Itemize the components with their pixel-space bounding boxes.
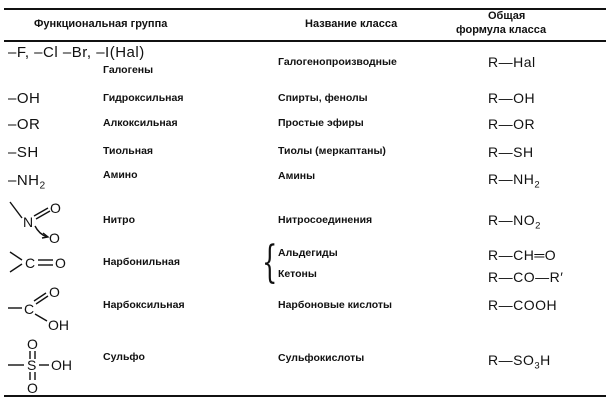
sulfo-group-structure: [6, 337, 86, 395]
general-formula: R—COOH: [488, 297, 558, 313]
functional-group-formula: –F, –Cl –Br, –I(Hal): [8, 44, 145, 61]
bond-line: [10, 202, 22, 218]
atom-label: O: [55, 255, 66, 271]
class-name: Простые эфиры: [278, 117, 364, 129]
formula-main: R—NO: [488, 212, 536, 228]
formula-subscript: 2: [535, 220, 541, 232]
functional-group-formula: [8, 172, 46, 192]
general-formula: R—Hal: [488, 54, 536, 70]
class-name: Нитросоединения: [278, 214, 373, 226]
header-group: Функциональная группа: [34, 18, 168, 30]
atom-label: OH: [51, 357, 72, 373]
bond-line: [36, 211, 50, 219]
atom-label: O: [27, 380, 38, 396]
header-formula-line1: Общая: [488, 10, 526, 22]
class-name: Сульфокислоты: [278, 352, 365, 364]
class-name: Кетоны: [278, 268, 317, 280]
general-formula: [488, 212, 541, 232]
general-formula: [488, 171, 541, 191]
carbonyl-group-structure: [6, 246, 76, 280]
group-name: Нарбоксильная: [103, 299, 185, 311]
functional-group-formula: –SH: [8, 144, 39, 161]
nitro-group-structure: [6, 198, 76, 246]
formula-end: H: [540, 352, 551, 368]
atom-label: OH: [48, 317, 69, 333]
general-formula: R—OR: [488, 116, 536, 132]
atom-label: N: [23, 214, 34, 230]
atom-label: O: [27, 336, 38, 352]
carboxyl-group-structure: [6, 284, 86, 336]
general-formula: R—CO—R′: [488, 269, 564, 285]
formula-subscript: 2: [534, 179, 541, 191]
group-main: –NH: [8, 172, 40, 189]
functional-group-formula: –OR: [8, 116, 41, 133]
group-name: Нарбонильная: [103, 256, 180, 268]
header-class-name: Название класса: [305, 18, 398, 30]
class-name: Спирты, фенолы: [278, 92, 368, 104]
bond-line: [10, 264, 22, 272]
class-name: Амины: [278, 170, 316, 182]
general-formula: R—OH: [488, 90, 536, 106]
atom-label: O: [50, 200, 61, 216]
functional-group-formula: –OH: [8, 90, 41, 107]
class-name: Нарбоновые кислоты: [278, 299, 393, 311]
bond-line: [10, 252, 22, 260]
bond-line: [34, 293, 46, 301]
formula-main: R—NH: [488, 171, 535, 187]
table-header-rule: [4, 40, 606, 42]
group-name: Амино: [103, 169, 138, 181]
bond-line: [36, 296, 48, 304]
formula-main: R—SO: [488, 352, 535, 368]
atom-label: C: [25, 255, 36, 271]
bond-line: [35, 314, 47, 321]
bond-line: [34, 208, 48, 216]
atom-label: O: [49, 284, 60, 300]
formula-subscript: 3: [534, 360, 541, 372]
group-name: Алкоксильная: [103, 117, 178, 129]
general-formula: R—SH: [488, 144, 534, 160]
table-bottom-rule: [4, 395, 606, 397]
class-name: Альдегиды: [278, 247, 338, 259]
atom-label: S: [27, 357, 37, 373]
group-name: Сульфо: [103, 351, 145, 363]
general-formula: [488, 352, 551, 372]
group-name: Галогены: [103, 64, 154, 76]
class-brace: {: [262, 237, 278, 288]
group-name: Тиольная: [103, 145, 154, 157]
atom-label: O: [49, 230, 60, 246]
group-subscript: 2: [39, 180, 46, 192]
class-name: Тиолы (меркаптаны): [278, 145, 386, 157]
atom-label: C: [24, 301, 35, 317]
general-formula: R—CH═O: [488, 247, 557, 263]
group-name: Нитро: [103, 214, 136, 226]
group-name: Гидроксильная: [103, 92, 184, 104]
header-formula-line2: формула класса: [456, 24, 547, 36]
class-name: Галогенопроизводные: [278, 56, 397, 68]
